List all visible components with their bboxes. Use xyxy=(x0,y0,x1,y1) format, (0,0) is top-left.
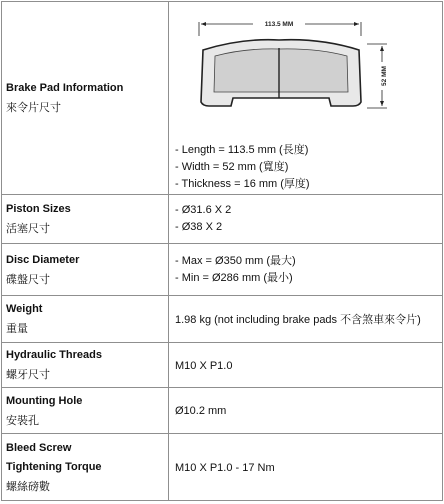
label-zh: 碟盤尺寸 xyxy=(6,272,50,286)
table-row xyxy=(2,388,443,434)
value-line: - Min = Ø286 mm (最小) xyxy=(175,271,293,284)
label-en: Brake Pad Information xyxy=(6,82,124,94)
label-en: Mounting Hole xyxy=(6,394,83,407)
label-cell xyxy=(2,388,169,434)
label-en: Disc Diameter xyxy=(6,253,80,266)
label-cell xyxy=(2,2,169,195)
value-cell xyxy=(169,388,443,434)
label-zh: 螺牙尺寸 xyxy=(6,368,50,381)
value-cell xyxy=(169,434,443,501)
brake-pad-diagram xyxy=(181,12,411,140)
value-line: - Ø31.6 X 2 xyxy=(175,204,232,216)
label-zh: 螺絲磅數 xyxy=(6,479,50,493)
label-en-line-2: Tightening Torque xyxy=(6,460,102,473)
table-row xyxy=(2,343,443,388)
value-line: Ø10.2 mm xyxy=(175,405,227,417)
value-line: - Thickness = 16 mm (厚度) xyxy=(175,178,310,190)
value-line: M10 X P1.0 xyxy=(175,359,233,372)
value-line: - Max = Ø350 mm (最大) xyxy=(175,254,296,267)
label-en: Bleed Screw xyxy=(6,441,72,454)
value-cell xyxy=(169,2,443,195)
value-cell xyxy=(169,343,443,388)
table-row xyxy=(2,434,443,501)
label-cell xyxy=(2,434,169,501)
table-row xyxy=(2,296,443,343)
label-en: Piston Sizes xyxy=(6,203,71,215)
label-cell xyxy=(2,195,169,244)
label-zh: 安裝孔 xyxy=(6,413,39,427)
value-line: M10 X P1.0 - 17 Nm xyxy=(175,461,275,474)
label-zh: 活塞尺寸 xyxy=(6,222,50,235)
value-cell xyxy=(169,195,443,244)
width-dimension-label: 113.5 MM xyxy=(264,21,294,28)
label-en: Hydraulic Threads xyxy=(6,349,102,361)
value-cell xyxy=(169,244,443,296)
table-row xyxy=(2,195,443,244)
value-line: - Width = 52 mm (寬度) xyxy=(175,161,289,173)
label-zh: 來令片尺寸 xyxy=(6,101,61,114)
value-line: - Length = 113.5 mm (長度) xyxy=(175,144,309,156)
table-row xyxy=(2,2,443,195)
height-dimension-label: 52 MM xyxy=(381,66,388,86)
value-cell xyxy=(169,296,443,343)
table-row xyxy=(2,244,443,296)
label-en: Weight xyxy=(6,303,43,315)
label-cell xyxy=(2,343,169,388)
label-cell xyxy=(2,296,169,343)
value-line: - Ø38 X 2 xyxy=(175,221,223,233)
spec-table xyxy=(1,1,443,501)
label-cell xyxy=(2,244,169,296)
label-zh: 重量 xyxy=(6,322,28,335)
value-line: 1.98 kg (not including brake pads 不含煞車來令片) xyxy=(175,313,421,326)
